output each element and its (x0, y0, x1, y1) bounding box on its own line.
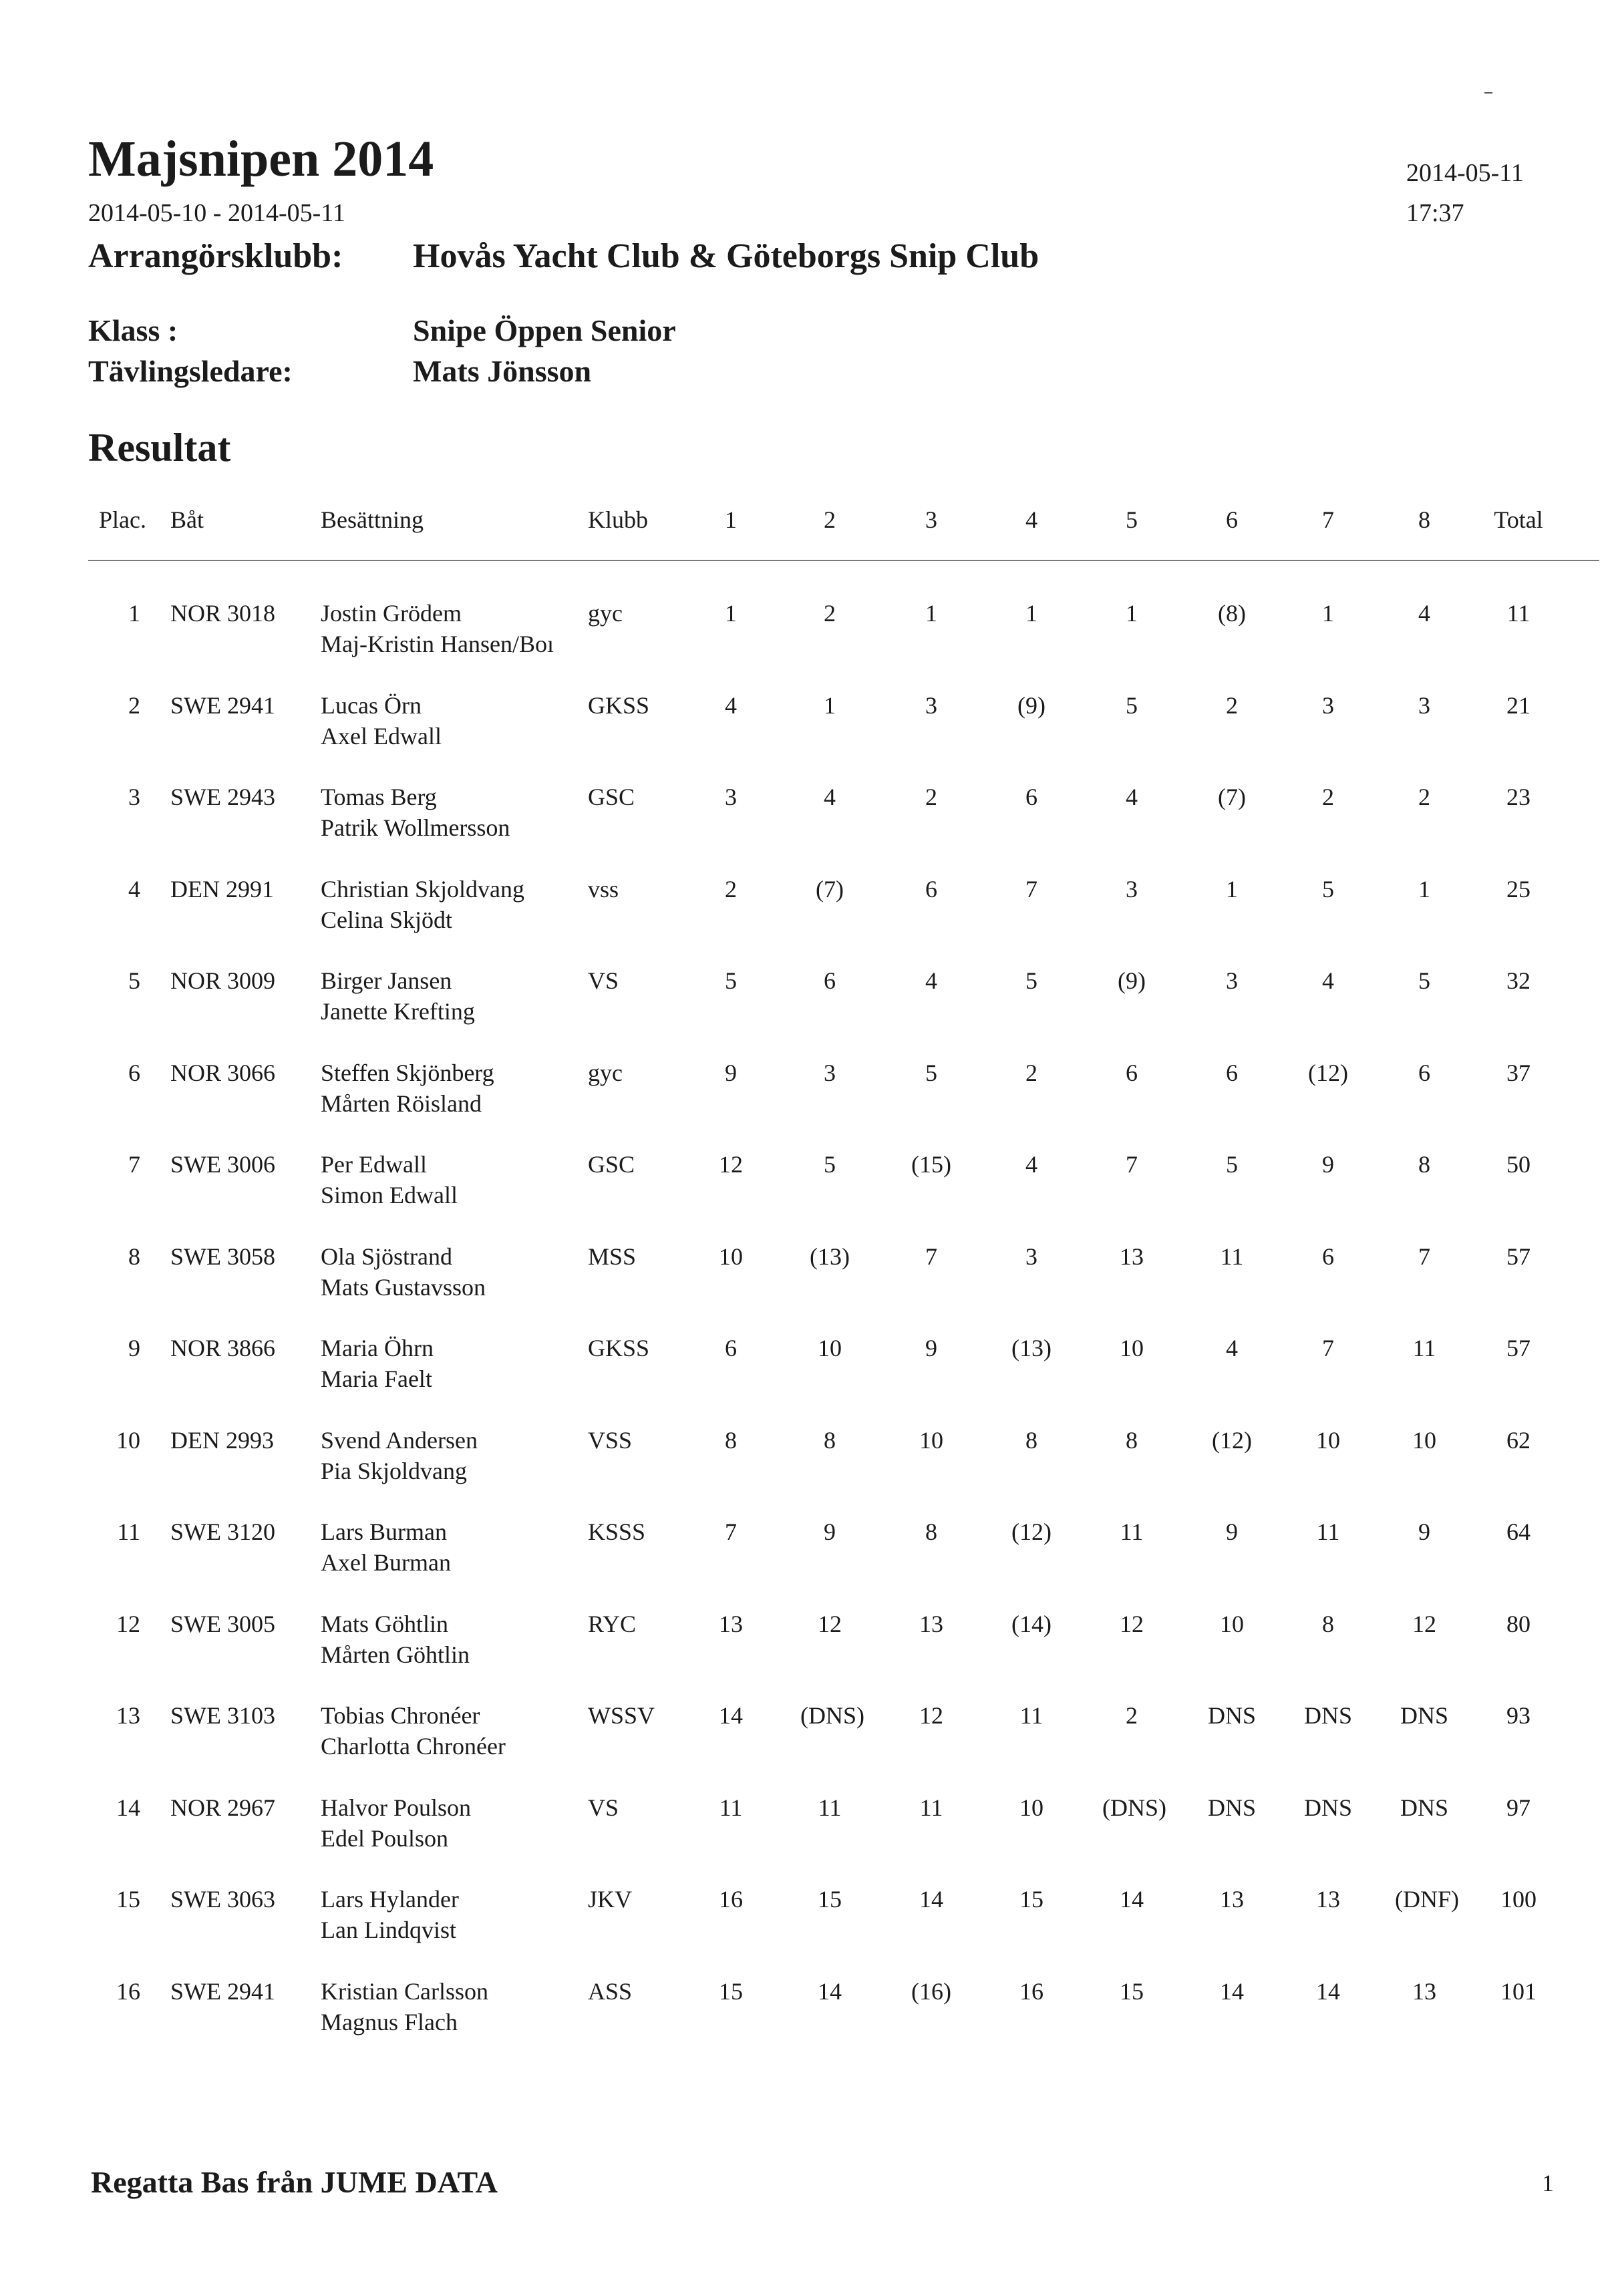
race-6-cell: (7) (1218, 784, 1246, 810)
race-6-cell: 2 (1226, 691, 1238, 719)
class-label: Klass : (88, 313, 178, 347)
race-8-cell: 7 (1418, 1243, 1430, 1270)
boat-cell: SWE 2941 (170, 1977, 275, 2005)
header-divider (88, 560, 1599, 561)
race-1-cell: 7 (725, 1518, 737, 1545)
race-1-cell: 16 (719, 1886, 743, 1913)
race-2-cell: 12 (818, 1610, 842, 1637)
boat-cell: SWE 3120 (170, 1518, 275, 1545)
club-cell: GSC (588, 784, 635, 810)
race-3-cell: 8 (925, 1518, 937, 1545)
race-3-cell: 10 (919, 1426, 943, 1454)
table-row (0, 1061, 1610, 1141)
race-8-cell: DNS (1400, 1794, 1449, 1821)
race-4-cell: 6 (1025, 784, 1037, 810)
race-4-cell: 7 (1025, 875, 1037, 903)
place-cell: 8 (128, 1243, 140, 1270)
race-6-cell: 13 (1220, 1886, 1244, 1913)
club-cell: VS (588, 1794, 619, 1821)
race-6-cell: 14 (1220, 1977, 1244, 2005)
race-5-cell: 5 (1126, 691, 1138, 719)
race-8-cell: 4 (1418, 600, 1430, 627)
race-5-cell: 1 (1126, 600, 1138, 627)
race-1-cell: 8 (725, 1426, 737, 1454)
organizer-label: Arrangörsklubb: (88, 237, 343, 275)
club-cell: ASS (588, 1977, 633, 2005)
race-5-cell: 4 (1126, 784, 1138, 810)
race-7-cell: 10 (1316, 1426, 1340, 1454)
table-row (0, 785, 1610, 865)
race-8-cell: 10 (1412, 1426, 1436, 1454)
helm-cell: Birger Jansen (321, 967, 452, 994)
race-6-cell: 5 (1226, 1151, 1238, 1178)
race-7-cell: 14 (1316, 1977, 1340, 2005)
race-7-cell: 9 (1322, 1151, 1334, 1178)
crew-cell: Celina Skjödt (321, 906, 452, 933)
race-3-cell: 1 (925, 600, 937, 627)
total-cell: 93 (1506, 1702, 1531, 1729)
race-5-cell: 13 (1120, 1243, 1144, 1270)
race-2-cell: 15 (818, 1886, 842, 1913)
place-cell: 11 (117, 1518, 140, 1545)
place-cell: 6 (128, 1059, 140, 1086)
place-cell: 3 (128, 784, 140, 810)
race-3-cell: 4 (925, 967, 937, 994)
race-7-cell: (12) (1308, 1059, 1348, 1086)
helm-cell: Ola Sjöstrand (321, 1243, 452, 1270)
race-3-cell: (15) (911, 1151, 951, 1178)
race-8-cell: 11 (1412, 1335, 1436, 1361)
race-5-cell: 15 (1120, 1977, 1144, 2005)
column-header-race-8: 8 (1418, 506, 1430, 533)
race-1-cell: 2 (725, 875, 737, 903)
helm-cell: Christian Skjoldvang (321, 875, 524, 903)
race-officer-value: Mats Jönsson (413, 354, 592, 388)
race-8-cell: 6 (1418, 1059, 1430, 1086)
table-row (0, 1887, 1610, 1967)
club-cell: WSSV (588, 1702, 655, 1729)
club-cell: MSS (588, 1243, 637, 1270)
table-row (0, 1152, 1610, 1233)
race-6-cell: (8) (1218, 600, 1246, 627)
race-6-cell: 4 (1226, 1335, 1238, 1361)
club-cell: gyc (588, 600, 623, 627)
race-6-cell: (12) (1212, 1426, 1252, 1454)
crew-cell: Mats Gustavsson (321, 1273, 486, 1301)
race-2-cell: 4 (824, 784, 836, 810)
crew-cell: Charlotta Chronéer (321, 1733, 506, 1760)
total-cell: 100 (1500, 1886, 1537, 1913)
race-3-cell: 14 (919, 1886, 943, 1913)
helm-cell: Kristian Carlsson (321, 1977, 488, 2005)
crew-cell: Magnus Flach (321, 2008, 458, 2035)
race-8-cell: 5 (1418, 967, 1430, 994)
column-header-race-4: 4 (1025, 506, 1037, 533)
boat-cell: SWE 3005 (170, 1610, 275, 1637)
club-cell: GKSS (588, 1335, 650, 1361)
total-cell: 64 (1506, 1518, 1531, 1545)
race-1-cell: 3 (725, 784, 737, 810)
place-cell: 4 (128, 875, 140, 903)
club-cell: gyc (588, 1059, 623, 1086)
table-row (0, 1428, 1610, 1508)
helm-cell: Steffen Skjönberg (321, 1059, 494, 1086)
race-5-cell: 12 (1120, 1610, 1144, 1637)
race-8-cell: 8 (1418, 1151, 1430, 1178)
race-5-cell: 2 (1126, 1702, 1138, 1729)
table-row (0, 601, 1610, 681)
boat-cell: NOR 3018 (170, 600, 276, 627)
race-1-cell: 15 (719, 1977, 743, 2005)
boat-cell: NOR 2967 (170, 1794, 276, 1821)
race-5-cell: 11 (1120, 1518, 1144, 1545)
class-value: Snipe Öppen Senior (413, 313, 676, 347)
place-cell: 2 (128, 691, 140, 719)
club-cell: RYC (588, 1610, 637, 1637)
column-header-race-1: 1 (725, 506, 737, 533)
race-2-cell: 8 (824, 1426, 836, 1454)
table-row (0, 877, 1610, 957)
total-cell: 37 (1506, 1059, 1531, 1086)
column-header-race-5: 5 (1126, 506, 1138, 533)
crew-cell: Edel Poulson (321, 1824, 449, 1852)
race-2-cell: 2 (824, 600, 836, 627)
race-2-cell: 3 (824, 1059, 836, 1086)
club-cell: vss (588, 875, 619, 903)
race-6-cell: 6 (1226, 1059, 1238, 1086)
place-cell: 15 (116, 1886, 140, 1913)
total-cell: 97 (1506, 1794, 1531, 1821)
race-6-cell: DNS (1207, 1794, 1257, 1821)
race-4-cell: (9) (1017, 691, 1045, 719)
race-2-cell: (DNS) (800, 1702, 864, 1729)
column-header-race-3: 3 (925, 506, 937, 533)
column-header-race-2: 2 (824, 506, 836, 533)
table-row (0, 1336, 1610, 1416)
race-6-cell: DNS (1207, 1702, 1257, 1729)
race-2-cell: 10 (818, 1335, 842, 1361)
race-6-cell: 11 (1220, 1243, 1244, 1270)
total-cell: 62 (1506, 1426, 1531, 1454)
total-cell: 21 (1506, 691, 1531, 719)
race-2-cell: (13) (810, 1243, 850, 1270)
race-2-cell: 9 (824, 1518, 836, 1545)
place-cell: 16 (116, 1977, 140, 2005)
race-7-cell: 11 (1316, 1518, 1340, 1545)
table-row (0, 1245, 1610, 1325)
race-1-cell: 11 (719, 1794, 743, 1821)
crew-cell: Maj-Kristin Hansen/Boı (321, 631, 554, 657)
total-cell: 80 (1506, 1610, 1531, 1637)
table-row (0, 969, 1610, 1049)
race-7-cell: 7 (1322, 1335, 1334, 1361)
race-2-cell: 14 (818, 1977, 842, 2005)
race-6-cell: 10 (1220, 1610, 1244, 1637)
total-cell: 57 (1506, 1335, 1531, 1361)
boat-cell: NOR 3009 (170, 967, 276, 994)
crew-cell: Mårten Röisland (321, 1090, 482, 1117)
race-5-cell: 6 (1126, 1059, 1138, 1086)
crew-cell: Pia Skjoldvang (321, 1457, 468, 1484)
column-header-race-7: 7 (1322, 506, 1334, 533)
race-4-cell: 15 (1019, 1886, 1043, 1913)
race-3-cell: 11 (919, 1794, 943, 1821)
race-5-cell: 3 (1126, 875, 1138, 903)
race-4-cell: 11 (1019, 1702, 1043, 1729)
place-cell: 9 (128, 1335, 140, 1361)
race-7-cell: 5 (1322, 875, 1334, 903)
crew-cell: Janette Krefting (321, 998, 475, 1025)
race-4-cell: (13) (1011, 1335, 1052, 1361)
boat-cell: DEN 2993 (170, 1426, 274, 1454)
race-5-cell: 14 (1120, 1886, 1144, 1913)
boat-cell: NOR 3066 (170, 1059, 276, 1086)
race-8-cell: 12 (1412, 1610, 1436, 1637)
place-cell: 7 (128, 1151, 140, 1178)
total-cell: 11 (1506, 600, 1531, 627)
race-4-cell: 2 (1025, 1059, 1037, 1086)
helm-cell: Maria Öhrn (321, 1335, 434, 1361)
race-4-cell: (12) (1011, 1518, 1052, 1545)
race-5-cell: (9) (1118, 967, 1146, 994)
page-number: 1 (1542, 2170, 1554, 2196)
race-7-cell: 13 (1316, 1886, 1340, 1913)
race-3-cell: 6 (925, 875, 937, 903)
column-header-race-6: 6 (1226, 506, 1238, 533)
race-2-cell: 11 (818, 1794, 842, 1821)
race-2-cell: 1 (824, 691, 836, 719)
race-2-cell: 6 (824, 967, 836, 994)
helm-cell: Tomas Berg (321, 784, 437, 810)
race-1-cell: 13 (719, 1610, 743, 1637)
table-row (0, 1520, 1610, 1600)
crew-cell: Simon Edwall (321, 1182, 458, 1208)
race-8-cell: 3 (1418, 691, 1430, 719)
race-7-cell: DNS (1303, 1702, 1353, 1729)
race-3-cell: 5 (925, 1059, 937, 1086)
race-7-cell: 2 (1322, 784, 1334, 810)
race-1-cell: 6 (725, 1335, 737, 1361)
club-cell: GKSS (588, 691, 650, 719)
results-heading: Resultat (88, 426, 231, 470)
race-8-cell: 1 (1418, 875, 1430, 903)
helm-cell: Halvor Poulson (321, 1794, 471, 1821)
helm-cell: Svend Andersen (321, 1426, 478, 1454)
place-cell: 13 (116, 1702, 140, 1729)
column-header-club: Klubb (588, 506, 648, 533)
table-row (0, 693, 1610, 774)
table-row (0, 1612, 1610, 1692)
boat-cell: SWE 3006 (170, 1151, 275, 1178)
race-2-cell: 5 (824, 1151, 836, 1178)
race-2-cell: (7) (816, 875, 844, 903)
place-cell: 1 (128, 600, 140, 627)
column-header-boat: Båt (170, 506, 204, 533)
race-1-cell: 9 (725, 1059, 737, 1086)
race-8-cell: 9 (1418, 1518, 1430, 1545)
boat-cell: SWE 2941 (170, 691, 275, 719)
race-3-cell: (16) (911, 1977, 951, 2005)
total-cell: 32 (1506, 967, 1531, 994)
column-header-crew: Besättning (321, 506, 424, 533)
boat-cell: SWE 3058 (170, 1243, 275, 1270)
race-4-cell: 3 (1025, 1243, 1037, 1270)
helm-cell: Lucas Örn (321, 691, 422, 719)
crew-cell: Patrik Wollmersson (321, 814, 510, 841)
total-cell: 101 (1500, 1977, 1537, 2005)
race-7-cell: 6 (1322, 1243, 1334, 1270)
race-8-cell: 2 (1418, 784, 1430, 810)
boat-cell: SWE 3103 (170, 1702, 275, 1729)
race-4-cell: 5 (1025, 967, 1037, 994)
race-4-cell: 10 (1019, 1794, 1043, 1821)
table-row (0, 1979, 1610, 2060)
club-cell: JKV (588, 1886, 633, 1913)
crew-cell: Maria Faelt (321, 1365, 432, 1392)
race-3-cell: 9 (925, 1335, 937, 1361)
race-6-cell: 1 (1226, 875, 1238, 903)
race-6-cell: 3 (1226, 967, 1238, 994)
race-1-cell: 12 (719, 1151, 743, 1178)
scan-mark (1484, 92, 1492, 94)
helm-cell: Tobias Chronéer (321, 1702, 480, 1729)
race-3-cell: 2 (925, 784, 937, 810)
total-cell: 23 (1506, 784, 1531, 810)
race-8-cell: (DNF) (1395, 1886, 1459, 1913)
place-cell: 5 (128, 967, 140, 994)
race-3-cell: 12 (919, 1702, 943, 1729)
regatta-title: Majsnipen 2014 (88, 131, 434, 187)
column-header-total: Total (1494, 506, 1543, 533)
boat-cell: DEN 2991 (170, 875, 274, 903)
boat-cell: NOR 3866 (170, 1335, 276, 1361)
race-5-cell: 7 (1126, 1151, 1138, 1178)
club-cell: KSSS (588, 1518, 646, 1545)
race-7-cell: DNS (1303, 1794, 1353, 1821)
crew-cell: Lan Lindqvist (321, 1917, 456, 1943)
table-row (0, 1796, 1610, 1876)
helm-cell: Mats Göhtlin (321, 1610, 449, 1637)
race-3-cell: 13 (919, 1610, 943, 1637)
race-1-cell: 14 (719, 1702, 743, 1729)
print-date: 2014-05-11 (1406, 159, 1524, 187)
race-1-cell: 1 (725, 600, 737, 627)
race-7-cell: 3 (1322, 691, 1334, 719)
race-4-cell: (14) (1011, 1610, 1052, 1637)
helm-cell: Lars Burman (321, 1518, 447, 1545)
race-1-cell: 4 (725, 691, 737, 719)
helm-cell: Per Edwall (321, 1151, 427, 1178)
total-cell: 25 (1506, 875, 1531, 903)
total-cell: 50 (1506, 1151, 1531, 1178)
footer-software: Regatta Bas från JUME DATA (91, 2165, 498, 2199)
boat-cell: SWE 2943 (170, 784, 275, 810)
race-4-cell: 16 (1019, 1977, 1043, 2005)
table-row (0, 1703, 1610, 1784)
race-7-cell: 1 (1322, 600, 1334, 627)
club-cell: VS (588, 967, 619, 994)
race-8-cell: DNS (1400, 1702, 1449, 1729)
race-4-cell: 1 (1025, 600, 1037, 627)
organizer-value: Hovås Yacht Club & Göteborgs Snip Club (413, 237, 1039, 275)
club-cell: GSC (588, 1151, 635, 1178)
race-1-cell: 5 (725, 967, 737, 994)
race-3-cell: 7 (925, 1243, 937, 1270)
race-3-cell: 3 (925, 691, 937, 719)
race-5-cell: 10 (1120, 1335, 1144, 1361)
print-time: 17:37 (1406, 199, 1464, 227)
race-5-cell: (DNS) (1102, 1794, 1166, 1821)
boat-cell: SWE 3063 (170, 1886, 275, 1913)
club-cell: VSS (588, 1426, 633, 1454)
crew-cell: Axel Burman (321, 1549, 451, 1576)
race-8-cell: 13 (1412, 1977, 1436, 2005)
race-4-cell: 4 (1025, 1151, 1037, 1178)
place-cell: 10 (116, 1426, 140, 1454)
race-7-cell: 8 (1322, 1610, 1334, 1637)
helm-cell: Jostin Grödem (321, 600, 462, 627)
column-header-place: Plac. (99, 506, 146, 533)
helm-cell: Lars Hylander (321, 1886, 459, 1913)
race-4-cell: 8 (1025, 1426, 1037, 1454)
race-6-cell: 9 (1226, 1518, 1238, 1545)
total-cell: 57 (1506, 1243, 1531, 1270)
crew-cell: Axel Edwall (321, 722, 442, 750)
crew-cell: Mårten Göhtlin (321, 1641, 470, 1668)
race-officer-label: Tävlingsledare: (88, 354, 293, 388)
race-1-cell: 10 (719, 1243, 743, 1270)
place-cell: 12 (116, 1610, 140, 1637)
race-7-cell: 4 (1322, 967, 1334, 994)
regatta-dates: 2014-05-10 - 2014-05-11 (88, 199, 345, 227)
place-cell: 14 (116, 1794, 140, 1821)
race-5-cell: 8 (1126, 1426, 1138, 1454)
